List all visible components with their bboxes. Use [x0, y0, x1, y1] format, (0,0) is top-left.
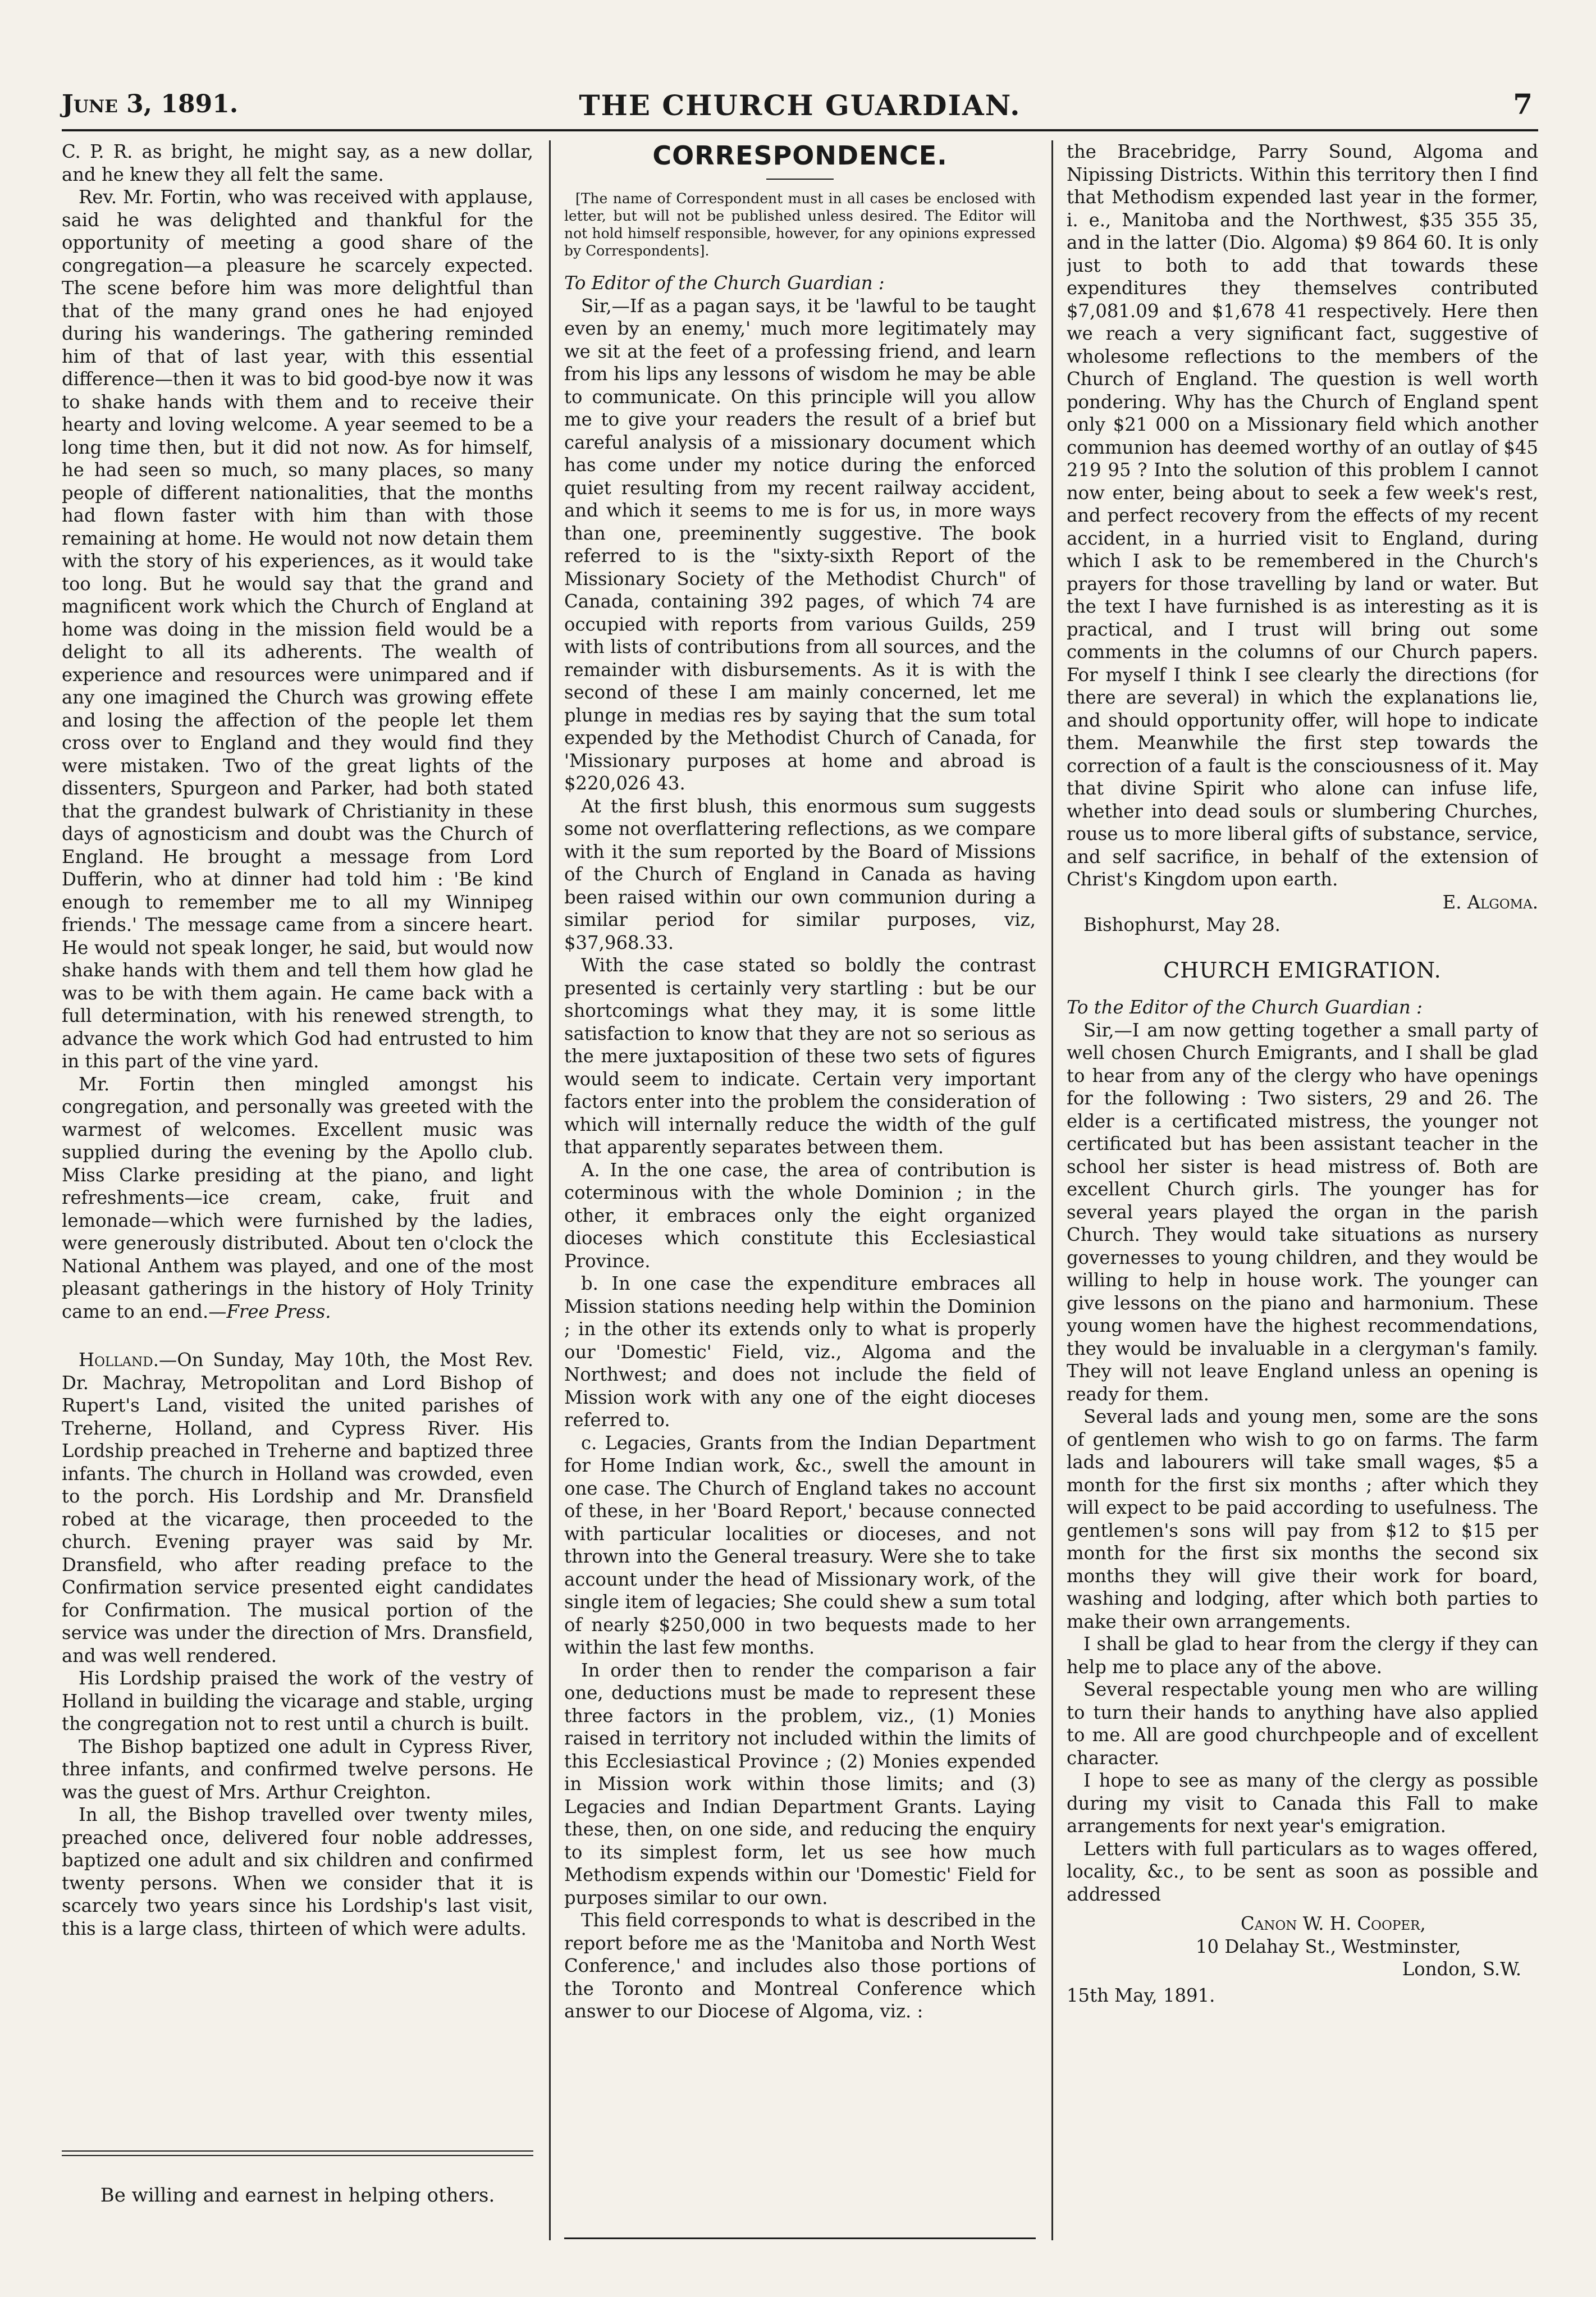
- paragraph-text: Mr. Fortin then mingled amongst his congregation, and personally was greeted with the warmest of welcomes. Excellent music was supplied during the evening by the Apollo club. Miss Clarke presiding at the piano, and light refreshments—ice cream, cake, fruit and lemonade—which were furnished by the ladies, were generously distributed. About ten o'clock the National Anthem was played, and one of the most pleasant gatherings in the history of Holy Trinity came to an end.—: [62, 1073, 533, 1322]
- paragraph: I shall be glad to hear from the clergy if they can help me to place any of the above.: [1067, 1633, 1538, 1678]
- paragraph: At the first blush, this enormous sum suggests some not overflattering reflections, as we compare with it the sum reported by the Board of Missions of the Church of England in Canada as having been raised within our own communion during a similar period for similar purposes, viz, $37,968.33.: [564, 795, 1036, 953]
- dateline-lead: Holland.: [79, 1349, 159, 1371]
- masthead-title: THE CHURCH GUARDIAN.: [579, 89, 1021, 122]
- paragraph: Sir,—If as a pagan says, it be 'lawful to be taught even by an enemy,' much more legitimately may we sit at the feet of a professing friend, and learn from his lips any lessons of wisdom he may be able to communicate. On this principle will you allow me to give your readers the result of a brief but careful analysis of a missionary document which has come under my notice during the enforced quiet resulting from my recent railway accident, and which it seems to me is for us, in more ways than one, preeminently suggestive. The book referred to is the "sixty-sixth Report of the Missionary Society of the Methodist Church" of Canada, containing 392 pages, of which 74 are occupied with reports from various Guilds, 259 with lists of contributions from all sources, and the remainder with disbursements. As it is with the second of these I am mainly concerned, let me plunge in medias res by saying that the sum total expended by the Methodist Church of Canada, for 'Missionary purposes at home and abroad is $220,026 43.: [564, 295, 1036, 794]
- paragraph: In order then to render the comparison a fair one, deductions must be made to represent these three factors in the problem, viz., (1) Monies raised in territory not included within the limits of this Ecclesiastical Province ; (2) Monies expended in Mission work within those limits; and (3) Legacies and Indian Department Grants. Laying these, then, on one side, and reducing the enquiry to its simplest form, let us see how much Methodism expends within our 'Domestic' Field for purposes similar to our own.: [564, 1659, 1036, 1908]
- paragraph: Several respectable young men who are willing to turn their hands to anything have also applied to me. All are good churchpeople and of excellent character.: [1067, 1679, 1538, 1769]
- source-credit: Free Press.: [226, 1300, 331, 1322]
- paragraph: I hope to see as many of the clergy as possible during my visit to Canada this Fall to make arrangements for next year's emigration.: [1067, 1770, 1538, 1837]
- signature: E. Algoma.: [1442, 891, 1538, 913]
- newspaper-page: [62, 84, 1538, 2252]
- column-divider: [549, 140, 551, 2240]
- paragraph: With the case stated so boldly the contrast presented is certainly very startling : but be our shortcomings what they may, it is some little satisfaction to know that they are not so serious as the mere juxtaposition of these two sets of figures would seem to indicate. Certain very important factors enter into the problem the consideration of which will internally reduce the width of the gulf that apparently separates between them.: [564, 955, 1036, 1158]
- paragraph: A. In the one case, the area of contribution is coterminous with the whole Dominion ; in the other, it embraces only the eight organized dioceses which constitute this Ecclesiastical Province.: [564, 1159, 1036, 1272]
- address-line: 10 Delahay St., Westminster,: [1196, 1935, 1461, 1957]
- section-rule: [62, 2150, 533, 2156]
- column-left: [62, 140, 533, 2240]
- salutation: To the Editor of the Church Guardian :: [1067, 997, 1423, 1018]
- paragraph-text: —On Sunday, May 10th, the Most Rev. Dr. Machray, Metropolitan and Lord Bishop of Rupert's Land, visited the united parishes of Treherne, Holland, and Cypress River. His Lordship preached in Treherne and baptized three infants. The church in Holland was crowded, even to the porch. His Lordship and Mr. Dransfield robed at the vicarage, then proceeded to the church. Evening prayer was said by Mr. Dransfield, who after reading preface to the Confirmation service presented eight candidates for Confirmation. The musical portion of the service was under the direction of Mrs. Dransfield, and was well rendered.: [62, 1349, 533, 1666]
- signature: Canon W. H. Cooper,: [1241, 1913, 1426, 1934]
- address-line: London, S.W.: [1402, 1958, 1521, 1980]
- page-header: [62, 84, 1538, 131]
- paragraph: Letters with full particulars as to wages offered, locality, &c., to be sent as soon as possible and addressed: [1067, 1838, 1538, 1905]
- paragraph: Rev. Mr. Fortin, who was received with applause, said he was delighted and thankful for the opportunity of meeting a good share of the congregation—a pleasure he scarcely expected. The scene before him was more delightful than that of the many grand ones he had enjoyed during his wanderings. The gathering reminded him of that of last year, with this essential difference—then it was to bid good-bye now it was to shake hands with them and to receive their hearty and loving welcome. A year seemed to be a long time then, but it did not now. As for himself, he had seen so much, so many places, so many people of different nationalities, that the months had flown faster with him than with those remaining at home. He would not now detain them with the story of his experiences, as it would take too long. But he would say that the grand and magnificent work which the Church of England at home was doing in the mission field would be a delight to all its adherents. The wealth of experience and resources were unimpared and if any one imagined the Church was growing effete and losing the affection of the people let them cross over to England and they would find they were mistaken. Two of the great lights of the dissenters, Spurgeon and Parker, had both stated that the grandest bulwark of Christianity in these days of agnosticism and doubt was the Church of England. He brought a message from Lord Dufferin, who at dinner had told him : 'Be kind enough to remember me to all my Winnipeg friends.' The message came from a sincere heart. He would not speak longer, he said, but would now shake hands with them and tell them how glad he was to be with them again. He came back with a full determination, with his renewed strength, to advance the work which God had entrusted to him in this part of the vine yard.: [62, 186, 533, 1072]
- paragraph: [62, 1073, 533, 1323]
- column-divider: [1051, 140, 1053, 2240]
- issue-date: June 3, 1891.: [62, 90, 239, 118]
- section-heading: CORRESPONDENCE.: [652, 140, 948, 171]
- paragraph: C. P. R. as bright, he might say, as a new dollar, and he knew they all felt the same.: [62, 141, 533, 185]
- paragraph: the Bracebridge, Parry Sound, Algoma and Nipissing Districts. Within this territory then I find that Methodism expended last year in the former, i. e., Manitoba and the Northwest, $35 355 35, and in the latter (Dio. Algoma) $9 864 60. It is only just to both to add that towards these expenditures they themselves contributed $7,081.09 and $1,678 41 respectively. Here then we reach a very significant fact, suggestive of wholesome reflections to the members of the Church of England. The question is well worth pondering. Why has the Church of England spent only $21 000 on a Missionary field which another communion has deemed worthy of an outlay of $45 219 95 ? Into the solution of this problem I cannot now enter, being about to seek a few week's rest, and perfect recovery from the effects of my recent accident, in a hurried visit to England, during which I ask to be remembered in the Church's prayers for those travelling by land or water. But the text I have furnished is as interesting as it is practical, and I trust will bring out some comments in the columns of our Church papers. For myself I think I see clearly the directions (for there are several) in which the explanations lie, and should opportunity offer, will hope to indicate them. Meanwhile the first step towards the correction of a fault is the consciousness of it. May that divine Spirit who alone can infuse life, whether into dead souls or slumbering Churches, rouse us to more liberal gifts of substance, service, and self sacrifice, in behalf of the extension of Christ's Kingdom upon earth.: [1067, 141, 1538, 890]
- paragraph: c. Legacies, Grants from the Indian Department for Home Indian work, &c., swell the amount in one case. The Church of England takes no account of these, in her 'Board Report,' because connected with particular localities or dioceses, and not thrown into the General treasury. Were she to take account under the head of Missionary work, of the single item of legacies; She could shew a sum total of nearly $250,000 in two bequests made to her within the last few months.: [564, 1432, 1036, 1658]
- heading-rule: [766, 179, 834, 180]
- maxim: Be willing and earnest in helping others.: [100, 2184, 495, 2207]
- paragraph: His Lordship praised the work of the vestry of Holland in building the vicarage and stable, urging the congregation not to rest until a church is built.: [62, 1668, 533, 1734]
- paragraph: This field corresponds to what is described in the report before me as the 'Manitoba and North West Conference,' and includes also those portions of the Toronto and Montreal Conference which answer to our Diocese of Algoma, viz. :: [564, 1910, 1036, 2022]
- section-heading: CHURCH EMIGRATION.: [1163, 957, 1442, 983]
- editor-note: [The name of Correspondent must in all cases be enclosed with letter, but will not be published unless desired. The Editor will not hold himself responsible, however, for any opinions expressed by Correspondents].: [564, 190, 1036, 259]
- column-middle: [564, 140, 1036, 2240]
- paragraph: b. In one case the expenditure embraces all Mission stations needing help within the Dominion ; in the other its extends only to what is properly our 'Domestic' Field, viz., Algoma and the Northwest; and does not include the field of Mission work with any one of the eight dioceses referred to.: [564, 1273, 1036, 1431]
- paragraph: In all, the Bishop travelled over twenty miles, preached once, delivered four noble addresses, baptized one adult and six children and confirmed twenty persons. When we consider that it is scarcely two years since his Lordship's last visit, this is a large class, thirteen of which were adults.: [62, 1804, 533, 1939]
- paragraph: Several lads and young men, some are the sons of gentlemen who wish to go on farms. The farm lads and labourers will take small wages, $5 a month for the first six months ; after which they will expect to be paid according to usefulness. The gentlemen's sons will pay from $12 to $15 per month for the first six months the second six months they will give their work for board, washing and lodging, after which both parties to make their own arrangements.: [1067, 1406, 1538, 1632]
- letter-date: 15th May, 1891.: [1067, 1984, 1215, 2006]
- paragraph: [62, 1349, 533, 1667]
- column-bottom-rule: [564, 2237, 1036, 2239]
- paragraph: The Bishop baptized one adult in Cypress River, three infants, and confirmed twelve persons. He was the guest of Mrs. Arthur Creighton.: [62, 1736, 533, 1803]
- salutation: To Editor of the Church Guardian :: [564, 272, 885, 294]
- page-number: 7: [1513, 88, 1533, 121]
- column-right: [1067, 140, 1538, 2240]
- place-date: Bishophurst, May 28.: [1083, 914, 1281, 935]
- paragraph: Sir,—I am now getting together a small party of well chosen Church Emigrants, and I shall be glad to hear from any of the clergy who have openings for the following : Two sisters, 29 and 26. The elder is a certificated mistress, the younger not certificated but has been assistant teacher in the school her sister is head mistress of. Both are excellent Church girls. The younger has for several years played the organ in the parish Church. They would take situations as nursery governesses to young children, and they would be willing to help in house work. The younger can give lessons on the piano and harmonium. These young women have the highest recommendations, they would be invaluable in a clergyman's family. They will not leave England unless an opening is ready for them.: [1067, 1019, 1538, 1405]
